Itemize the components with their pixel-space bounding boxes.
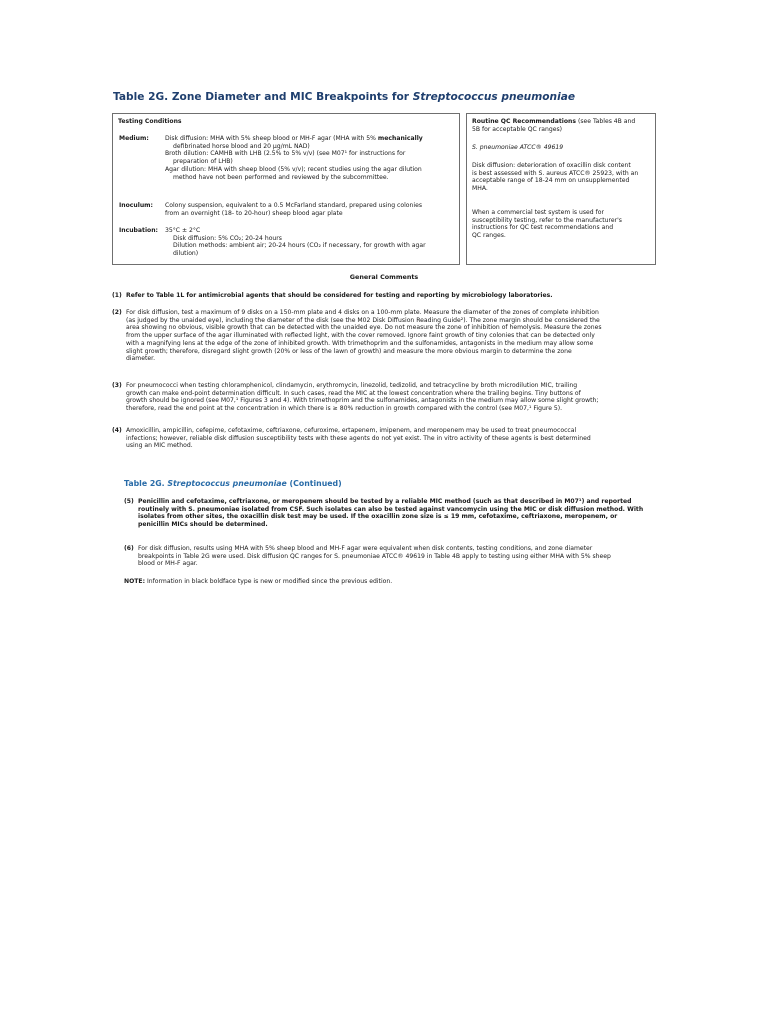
- medium-section: [119, 135, 451, 181]
- inoculum-label: Inoculum:: [119, 202, 153, 209]
- table-title-organism: Streptococcus pneumoniae: [412, 91, 576, 103]
- inoculum-line: from an overnight (18- to 20-hour) sheep blood agar plate: [165, 209, 343, 217]
- testing-conditions-box: [112, 113, 460, 265]
- testing-conditions-heading: Testing Conditions: [118, 118, 182, 125]
- incubation-line: Dilution methods: ambient air; 20-24 hours (CO₂ if necessary, for growth with agar: [173, 242, 426, 250]
- medium-line: method have not been performed and reviewed by the subcommittee.: [173, 173, 389, 181]
- inoculum-line: Colony suspension, equivalent to a 0.5 McFarland standard, prepared using colonies: [165, 202, 423, 209]
- comment-2: (2) For disk diffusion, test a maximum of 9 disks on a 150-mm plate and 4 disks on a 100-mm plate. Measure the diameter of the zones of complete inhibition (as judged by the unaided eye), including the diameter of the disk (see the M02 Disk Diffusion Reading Guide²). The zone margin should be considered the area showing no obvious, visible growth that can be detected with the unaided eye. Do not measure the zone of inhibition of hemolysis. Measure the zones from the upper surface of the agar illuminated with reflected light, with the cover removed. Ignore faint growth of tiny colonies that can be detected only with a magnifying lens at the edge of the zone of inhibited growth. With trimethoprim and the sulfonamides, antagonists in the medium may allow some slight growth; therefore, disregard slight growth (20% or less of the lawn of growth) and measure the more obvious margin to determine the zone diameter.: [112, 309, 602, 363]
- routine-qc-disk-diffusion: Disk diffusion: deterioration of oxacillin disk content is best assessed with S. aureus ATCC® 25923, with an acceptable range of 18-24 mm on unsupplemented MHA.: [472, 162, 639, 193]
- comment-3: (3) For pneumococci when testing chloramphenicol, clindamycin, erythromycin, linezolid, tedizolid, and tetracycline by broth microdilution MIC, trailing growth can make end-point determination difficult. In such cases, read the MIC at the lowest concentration where the trailing begins. Tiny buttons of growth should be ignored (see M07,¹ Figures 3 and 4). With trimethoprim and the sulfonamides, antagonists in the medium may allow some slight growth; therefore, read the end point at the concentration in which there is ≥ 80% reduction in growth compared with the control (see M07,¹ Figure 5).: [112, 382, 599, 413]
- incubation-line: 35°C ± 2°C: [165, 227, 201, 234]
- routine-qc-strain: S. pneumoniae ATCC® 49619: [472, 144, 564, 151]
- incubation-line: dilution): [173, 250, 199, 258]
- comment-6: (6) For disk diffusion, results using MHA with 5% sheep blood and MH-F agar were equivalent when disk contents, testing conditions, and zone diameter breakpoints in Table 2G were used. Disk diffusion QC ranges for S. pneumoniae ATCC® 49619 in Table 4B apply to testing using either MHA with 5% sheep blood or MH-F agar.: [124, 545, 611, 568]
- medium-line: defibrinated horse blood and 20 µg/mL NAD): [173, 142, 310, 150]
- incubation-section: [119, 227, 451, 258]
- medium-line: Broth dilution: CAMHB with LHB (2.5% to 5% v/v) (see M07¹ for instructions for: [165, 150, 406, 158]
- general-comments-title: General Comments: [349, 273, 419, 281]
- table-title: Table 2G. Zone Diameter and MIC Breakpoints for Streptococcus pneumoniae: [113, 91, 576, 103]
- inoculum-section: [119, 202, 451, 217]
- note-text: Information in black boldface type is new or modified since the previous edition.: [145, 578, 393, 585]
- incubation-line: Disk diffusion: 5% CO₂; 20-24 hours: [173, 234, 282, 242]
- medium-line: Agar dilution: MHA with sheep blood (5% v/v); recent studies using the agar dilution: [165, 165, 422, 173]
- comment-4: (4) Amoxicillin, ampicillin, cefepime, cefotaxime, ceftriaxone, cefuroxime, ertapenem, imipenem, and meropenem may be used to treat pneumococcal infections; however, reliable disk diffusion susceptibility tests with these agents do not yet exist. The in vitro activity of these agents is best determined using an MIC method.: [112, 427, 591, 450]
- comment-1: (1) Refer to Table 1L for antimicrobial agents that should be considered for testing and reporting by microbiology laboratories.: [112, 292, 553, 299]
- incubation-label: Incubation:: [119, 227, 158, 234]
- routine-qc-heading: Routine QC Recommendations (see Tables 4B and 5B for acceptable QC ranges): [472, 118, 636, 133]
- continued-title: Table 2G. Streptococcus pneumoniae (Continued): [124, 479, 342, 488]
- note: [124, 578, 392, 585]
- medium-line: Disk diffusion: MHA with 5% sheep blood or MH-F agar (MHA with 5% mechanically: [165, 135, 423, 142]
- routine-qc-box: [466, 113, 656, 265]
- medium-label: Medium:: [119, 135, 149, 142]
- medium-line: preparation of LHB): [173, 158, 233, 166]
- note-label: NOTE:: [124, 578, 146, 585]
- comment-5: (5) Penicillin and cefotaxime, ceftriaxone, or meropenem should be tested by a reliable MIC method (such as that described in M07¹) and reported routinely with S. pneumoniae isolated from CSF. Such isolates can also be tested against vancomycin using the MIC or disk diffusion method. With isolates from other sites, the oxacillin disk test may be used. If the oxacillin zone size is ≤ 19 mm, cefotaxime, ceftriaxone, meropenem, or penicillin MICs should be determined.: [124, 498, 644, 529]
- routine-qc-commercial: When a commercial test system is used for susceptibility testing, refer to the manufacturer's instructions for QC test recommendations and QC ranges.: [472, 209, 622, 240]
